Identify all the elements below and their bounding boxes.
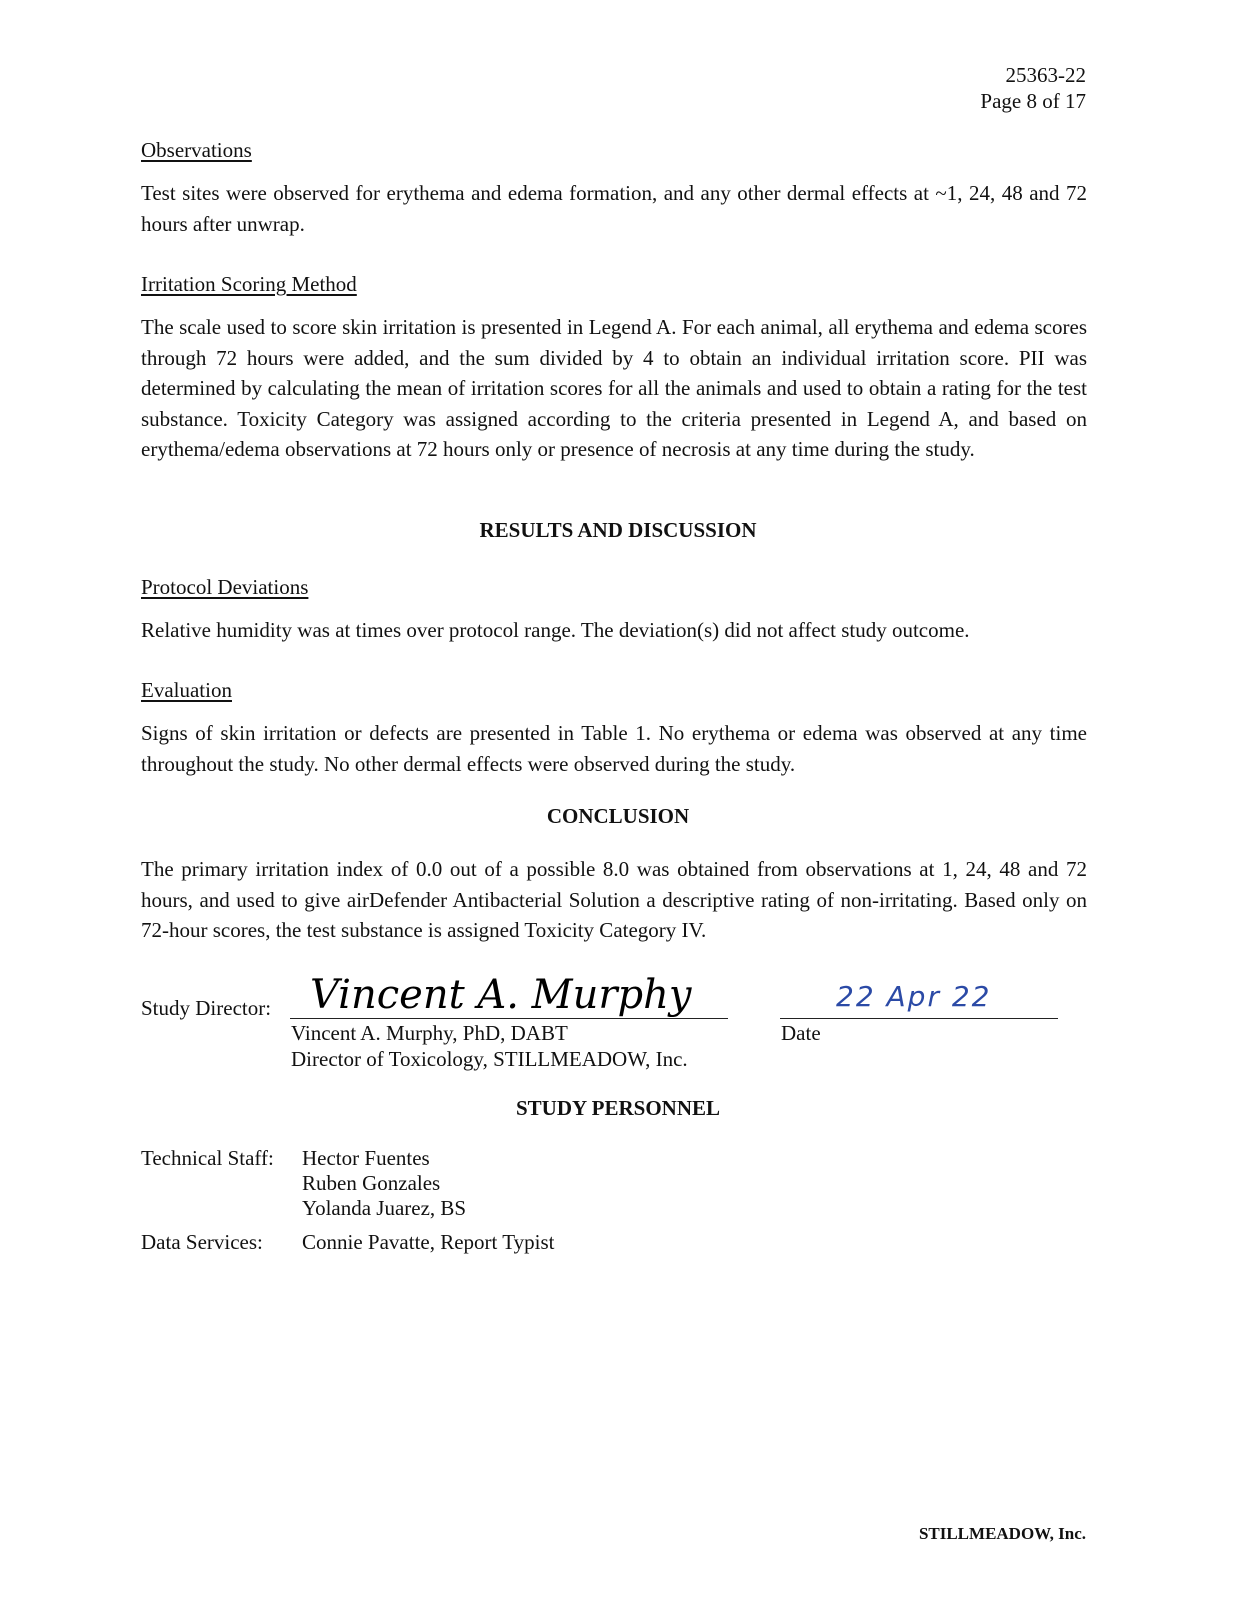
document-number: 25363-22: [1005, 63, 1086, 87]
page-header: [980, 62, 1086, 114]
irritation-scoring-text: The scale used to score skin irritation is presented in Legend A. For each animal, all erythema and edema scores through 72 hours were added, and the sum divided by 4 to obtain an individual irritation score. PII was determined by calculating the mean of irritation scores for all the animals and used to obtain a rating for the test substance. Toxicity Category was assigned according to the criteria presented in Legend A, and based on erythema/edema observations at 72 hours only or presence of necrosis at any time during the study.: [141, 315, 1087, 461]
irritation-scoring-heading: Irritation Scoring Method: [141, 272, 357, 296]
conclusion-heading: CONCLUSION: [546, 804, 690, 828]
footer-company: STILLMEADOW, Inc.: [918, 1524, 1086, 1543]
signer-name: Vincent A. Murphy, PhD, DABT: [291, 1021, 568, 1045]
results-heading: RESULTS AND DISCUSSION: [479, 518, 757, 542]
date-label: Date: [781, 1021, 821, 1045]
study-personnel-heading: STUDY PERSONNEL: [515, 1096, 720, 1120]
staff-member: Yolanda Juarez, BS: [302, 1196, 467, 1220]
protocol-deviations-text: Relative humidity was at times over protocol range. The deviation(s) did not affect study outcome.: [141, 618, 970, 642]
conclusion-text: The primary irritation index of 0.0 out of a possible 8.0 was obtained from observations at 1, 24, 48 and 72 hours, and used to give airDefender Antibacterial Solution a descriptive rating of non-irritating. Based only on 72-hour scores, the test substance is assigned Toxicity Category IV.: [141, 857, 1087, 942]
technical-staff-list: [302, 1146, 466, 1221]
handwritten-date: 22 Apr 22: [836, 980, 992, 1013]
evaluation-text: Signs of skin irritation or defects are presented in Table 1. No erythema or edema was observed at any time throughout the study. No other dermal effects were observed during the study.: [141, 721, 1087, 776]
technical-staff-label: Technical Staff:: [141, 1146, 274, 1170]
study-director-label: Study Director:: [141, 996, 272, 1020]
protocol-deviations-heading: Protocol Deviations: [141, 575, 309, 599]
signature-line: [290, 1018, 728, 1019]
signature-text: Vincent A. Murphy: [310, 972, 692, 1018]
observations-heading: Observations: [141, 138, 252, 162]
handwritten-signature: [300, 950, 740, 1025]
page-number: Page 8 of 17: [980, 89, 1086, 113]
evaluation-heading: Evaluation: [141, 678, 232, 702]
date-line: [780, 1018, 1058, 1019]
observations-text: Test sites were observed for erythema and edema formation, and any other dermal effects at ~1, 24, 48 and 72 hours after unwrap.: [141, 181, 1087, 236]
signer-title: Director of Toxicology, STILLMEADOW, Inc.: [291, 1047, 688, 1071]
data-services-label: Data Services:: [141, 1230, 263, 1254]
staff-member: Hector Fuentes: [302, 1146, 430, 1170]
staff-member: Ruben Gonzales: [302, 1171, 441, 1195]
data-services-person: Connie Pavatte, Report Typist: [302, 1230, 555, 1254]
